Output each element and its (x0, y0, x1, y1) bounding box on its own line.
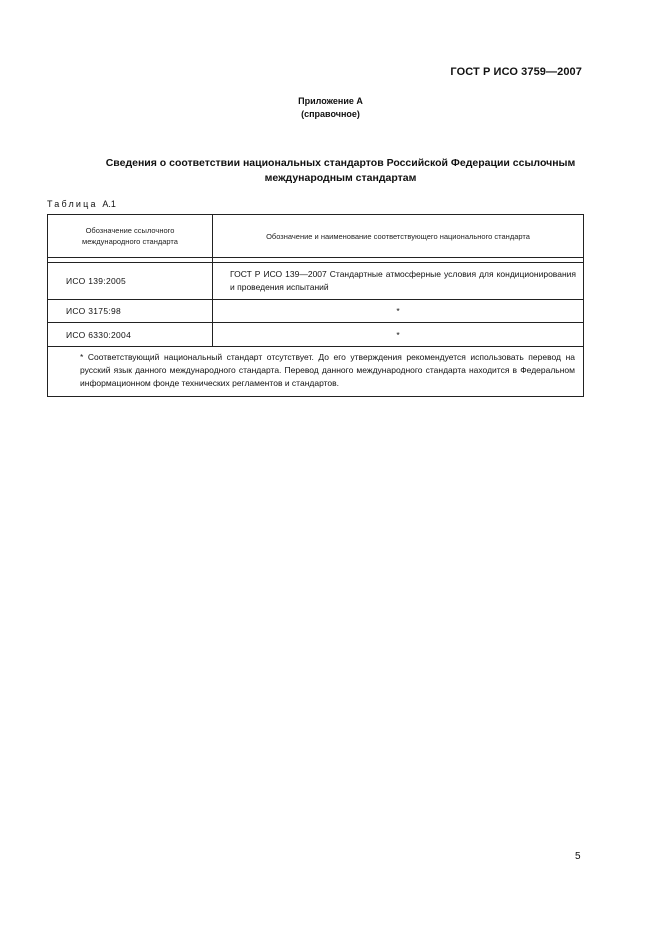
table-row (48, 300, 584, 323)
international-standard-cell: ИСО 6330:2004 (48, 323, 213, 347)
table-row (48, 263, 584, 300)
footnote-row (48, 347, 584, 397)
column-header-international-line-2: международного стандарта (82, 237, 178, 246)
table-caption-number: А.1 (102, 199, 116, 209)
page-number: 5 (575, 851, 581, 862)
national-standard-cell: ГОСТ Р ИСО 139—2007 Стандартные атмосферные условия для кондиционирования и проведения испытаний (213, 263, 584, 300)
section-title-line-2: международным стандартам (264, 172, 417, 184)
document-code: ГОСТ Р ИСО 3759—2007 (450, 66, 582, 78)
column-header-international (48, 215, 213, 258)
section-title (48, 156, 633, 186)
table-caption-word: Таблица (47, 199, 98, 209)
correspondence-table (47, 214, 584, 397)
national-standard-cell: * (213, 300, 584, 323)
annex-subtitle: (справочное) (301, 109, 360, 119)
international-standard-cell: ИСО 139:2005 (48, 263, 213, 300)
annex-title: Приложение А (298, 96, 363, 106)
international-standard-cell: ИСО 3175:98 (48, 300, 213, 323)
footnote-text: * Соответствующий национальный стандарт отсутствует. До его утверждения рекомендуется использовать перевод на русский язык данного международного стандарта. Перевод данного международного стандарта находится в Федеральном информационном фонде технических регламентов и стандартов. (80, 352, 575, 388)
table-footnote (48, 347, 584, 397)
table-row (48, 323, 584, 347)
national-standard-cell: * (213, 323, 584, 347)
annex-heading (0, 95, 661, 121)
table-header-row (48, 215, 584, 258)
column-header-national: Обозначение и наименование соответствующего национального стандарта (213, 215, 584, 258)
table-caption (47, 199, 116, 209)
section-title-line-1: Сведения о соответствии национальных стандартов Российской Федерации ссылочным (105, 157, 576, 169)
column-header-international-line-1: Обозначение ссылочного (85, 226, 175, 235)
